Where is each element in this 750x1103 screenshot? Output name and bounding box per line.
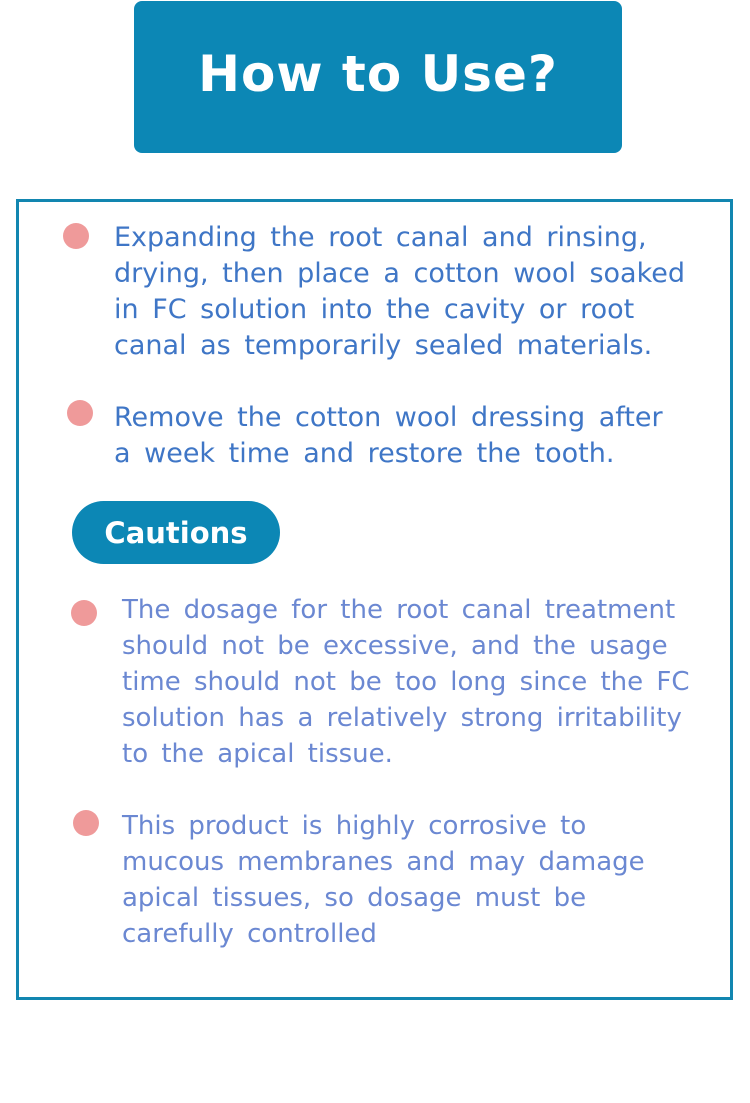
bullet-icon xyxy=(73,810,99,836)
cautions-label: Cautions xyxy=(104,515,248,550)
title-banner xyxy=(134,1,622,153)
caution-line: should not be excessive, and the usage xyxy=(122,631,668,661)
cautions-badge xyxy=(72,501,280,564)
usage-line: drying, then place a cotton wool soaked xyxy=(114,258,686,289)
caution-line: to the apical tissue. xyxy=(122,739,393,769)
bullet-icon xyxy=(71,600,97,626)
bullet-icon xyxy=(67,400,93,426)
caution-line: carefully controlled xyxy=(122,919,377,949)
caution-line: mucous membranes and may damage xyxy=(122,847,645,877)
caution-line: apical tissues, so dosage must be xyxy=(122,883,587,913)
caution-line: The dosage for the root canal treatment xyxy=(122,595,676,625)
caution-line: This product is highly corrosive to xyxy=(122,811,587,841)
usage-item xyxy=(114,220,685,364)
usage-line: a week time and restore the tooth. xyxy=(114,438,615,469)
usage-item xyxy=(114,400,663,472)
usage-line: in FC solution into the cavity or root xyxy=(114,294,635,325)
page-title: How to Use? xyxy=(198,45,558,103)
usage-line: Expanding the root canal and rinsing, xyxy=(114,222,647,253)
usage-line: Remove the cotton wool dressing after xyxy=(114,402,663,433)
usage-line: canal as temporarily sealed materials. xyxy=(114,330,653,361)
caution-item xyxy=(122,592,690,772)
bullet-icon xyxy=(63,223,89,249)
caution-line: time should not be too long since the FC xyxy=(122,667,690,697)
caution-line: solution has a relatively strong irritability xyxy=(122,703,682,733)
caution-item xyxy=(122,808,645,952)
